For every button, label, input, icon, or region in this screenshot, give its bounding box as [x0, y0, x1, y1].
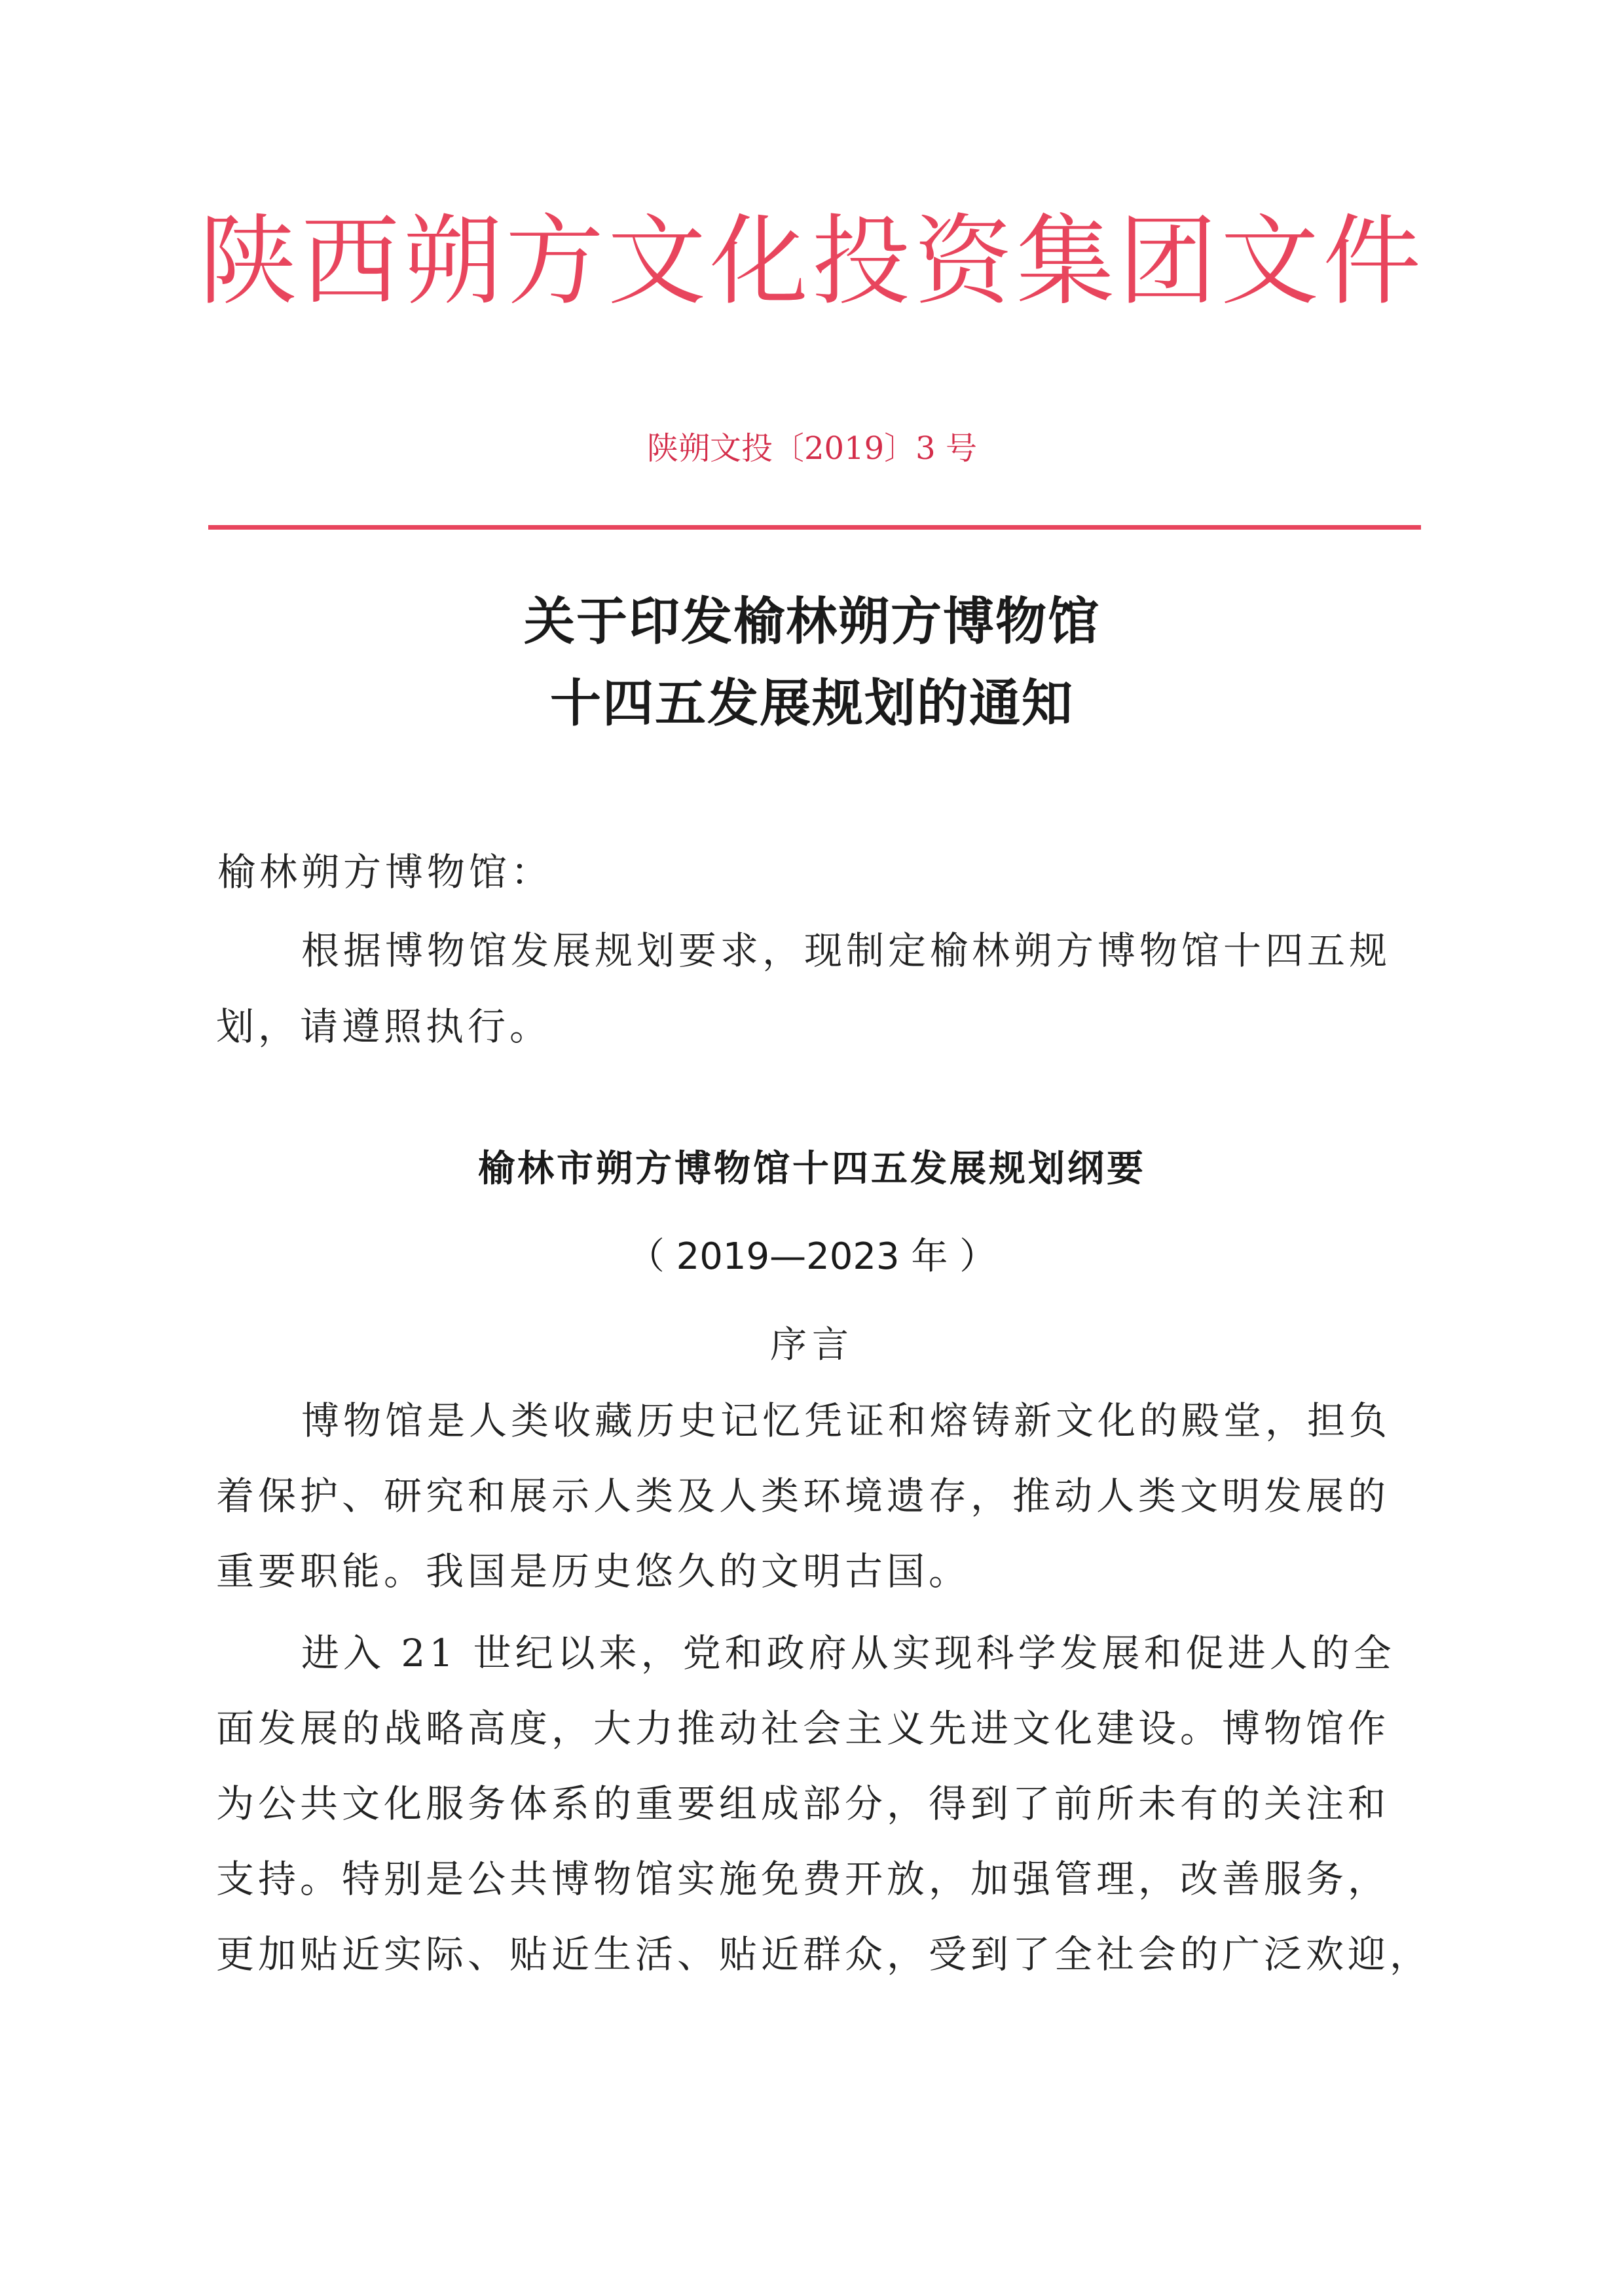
- body-paragraph-line: 博物馆是人类收藏历史记忆凭证和熔铸新文化的殿堂，担负: [301, 1398, 1392, 1443]
- outline-title: 榆林市朔方博物馆十四五发展规划纲要: [478, 1147, 1146, 1190]
- addressee: 榆林朔方博物馆：: [217, 850, 553, 894]
- notice-title-line-1: 关于印发榆林朔方博物馆: [523, 592, 1100, 651]
- body-paragraph-line: 为公共文化服务体系的重要组成部分，得到了前所未有的关注和: [216, 1781, 1390, 1826]
- header-divider: [208, 525, 1421, 530]
- outline-years: （ 2019—2023 年 ）: [627, 1235, 997, 1278]
- letter-paragraph-line: 划，请遵照执行。: [216, 1004, 552, 1049]
- body-paragraph-line: 支持。特别是公共博物馆实施免费开放，加强管理，改善服务，: [216, 1857, 1390, 1901]
- body-paragraph-line: 着保护、研究和展示人类及人类环境遗存，推动人类文明发展的: [216, 1474, 1390, 1518]
- body-paragraph-line: 重要职能。我国是历史悠久的文明古国。: [216, 1549, 971, 1594]
- body-paragraph-line: 更加贴近实际、贴近生活、贴近群众，受到了全社会的广泛欢迎，: [216, 1932, 1432, 1977]
- document-number: 陕朔文投〔2019〕3 号: [647, 430, 977, 467]
- preface-heading: 序言: [770, 1324, 854, 1366]
- notice-title-line-2: 十四五发展规划的通知: [549, 674, 1074, 733]
- document-header-title: 陕西朔方文化投资集团文件: [198, 205, 1425, 319]
- body-paragraph-line: 面发展的战略高度，大力推动社会主义先进文化建设。博物馆作: [216, 1706, 1390, 1751]
- body-paragraph-line: 进入 21 世纪以来，党和政府从实现科学发展和促进人的全: [301, 1631, 1395, 1675]
- letter-paragraph-line: 根据博物馆发展规划要求，现制定榆林朔方博物馆十四五规: [301, 928, 1392, 973]
